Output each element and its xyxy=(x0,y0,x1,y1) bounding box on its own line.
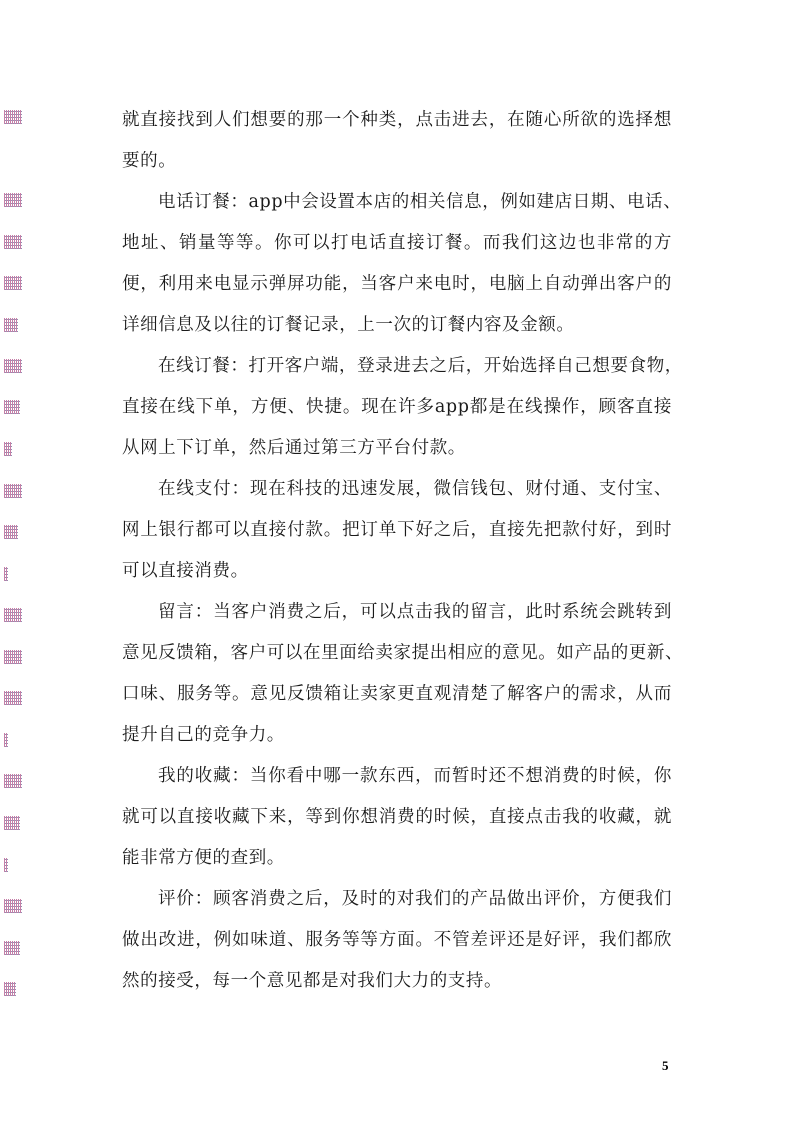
text-line: 能非常方便的查到。 xyxy=(122,848,285,868)
text-line: 要的。 xyxy=(122,151,177,171)
margin-mark xyxy=(4,484,22,498)
margin-mark xyxy=(4,567,8,581)
text-line: 评价：顾客消费之后，及时的对我们的产品做出评价，方便我们 xyxy=(158,889,672,909)
margin-mark xyxy=(4,858,8,872)
margin-mark xyxy=(4,525,18,539)
text-line: 留言：当客户消费之后，可以点击我的留言，此时系统会跳转到 xyxy=(158,602,672,622)
margin-mark xyxy=(4,110,22,124)
text-line: 口味、服务等。意见反馈箱让卖家更直观清楚了解客户的需求，从而 xyxy=(122,684,672,704)
margin-mark xyxy=(4,318,18,332)
margin-mark xyxy=(4,982,16,996)
paragraph xyxy=(122,592,684,756)
text-line: 就可以直接收藏下来，等到你想消费的时候，直接点击我的收藏，就 xyxy=(122,807,672,827)
margin-mark xyxy=(4,899,22,913)
text-line: 便，利用来电显示弹屏功能，当客户来电时，电脑上自动弹出客户的 xyxy=(122,274,672,294)
page-number: 5 xyxy=(662,1058,669,1073)
margin-mark xyxy=(4,816,20,830)
paragraph xyxy=(122,100,672,182)
body-text xyxy=(122,100,684,1002)
text-line: 然的接受，每一个意见都是对我们大力的支持。 xyxy=(122,971,503,991)
margin-mark xyxy=(4,774,22,788)
text-line: 在线订餐：打开客户端，登录进去之后，开始选择自己想要食物， xyxy=(158,356,683,376)
paragraph xyxy=(122,756,672,879)
margin-mark xyxy=(4,608,22,622)
margin-mark xyxy=(4,442,12,456)
paragraph xyxy=(122,346,683,469)
paragraph xyxy=(122,182,682,346)
text-line: 地址、销量等等。你可以打电话直接订餐。而我们这边也非常的方 xyxy=(122,233,672,253)
margin-mark xyxy=(4,691,22,705)
text-line: 直接在线下单，方便、快捷。现在许多app都是在线操作，顾客直接 xyxy=(122,397,672,417)
margin-scan-marks xyxy=(0,0,40,1123)
margin-mark xyxy=(4,650,22,664)
text-line: 网上银行都可以直接付款。把订单下好之后，直接先把款付好，到时 xyxy=(122,520,672,540)
text-line: 就直接找到人们想要的那一个种类，点击进去，在随心所欲的选择想 xyxy=(122,110,672,130)
margin-mark xyxy=(4,733,8,747)
text-line: 电话订餐：app中会设置本店的相关信息，例如建店日期、电话、 xyxy=(158,192,682,212)
margin-mark xyxy=(4,359,22,373)
paragraph xyxy=(122,879,672,1002)
margin-mark xyxy=(4,235,22,249)
margin-mark xyxy=(4,276,22,290)
text-line: 我的收藏：当你看中哪一款东西，而暂时还不想消费的时候，你 xyxy=(158,766,672,786)
text-line: 可以直接消费。 xyxy=(122,561,249,581)
text-line: 意见反馈箱，客户可以在里面给卖家提出相应的意见。如产品的更新、 xyxy=(122,643,684,663)
margin-mark xyxy=(4,941,20,955)
text-line: 从网上下订单，然后通过第三方平台付款。 xyxy=(122,438,466,458)
text-line: 提升自己的竞争力。 xyxy=(122,725,285,745)
paragraph xyxy=(122,469,672,592)
text-line: 做出改进，例如味道、服务等等方面。不管差评还是好评，我们都欣 xyxy=(122,930,672,950)
margin-mark xyxy=(4,400,20,414)
text-line: 在线支付：现在科技的迅速发展，微信钱包、财付通、支付宝、 xyxy=(158,479,672,499)
text-line: 详细信息及以往的订餐记录，上一次的订餐内容及金额。 xyxy=(122,315,575,335)
margin-mark xyxy=(4,193,22,207)
